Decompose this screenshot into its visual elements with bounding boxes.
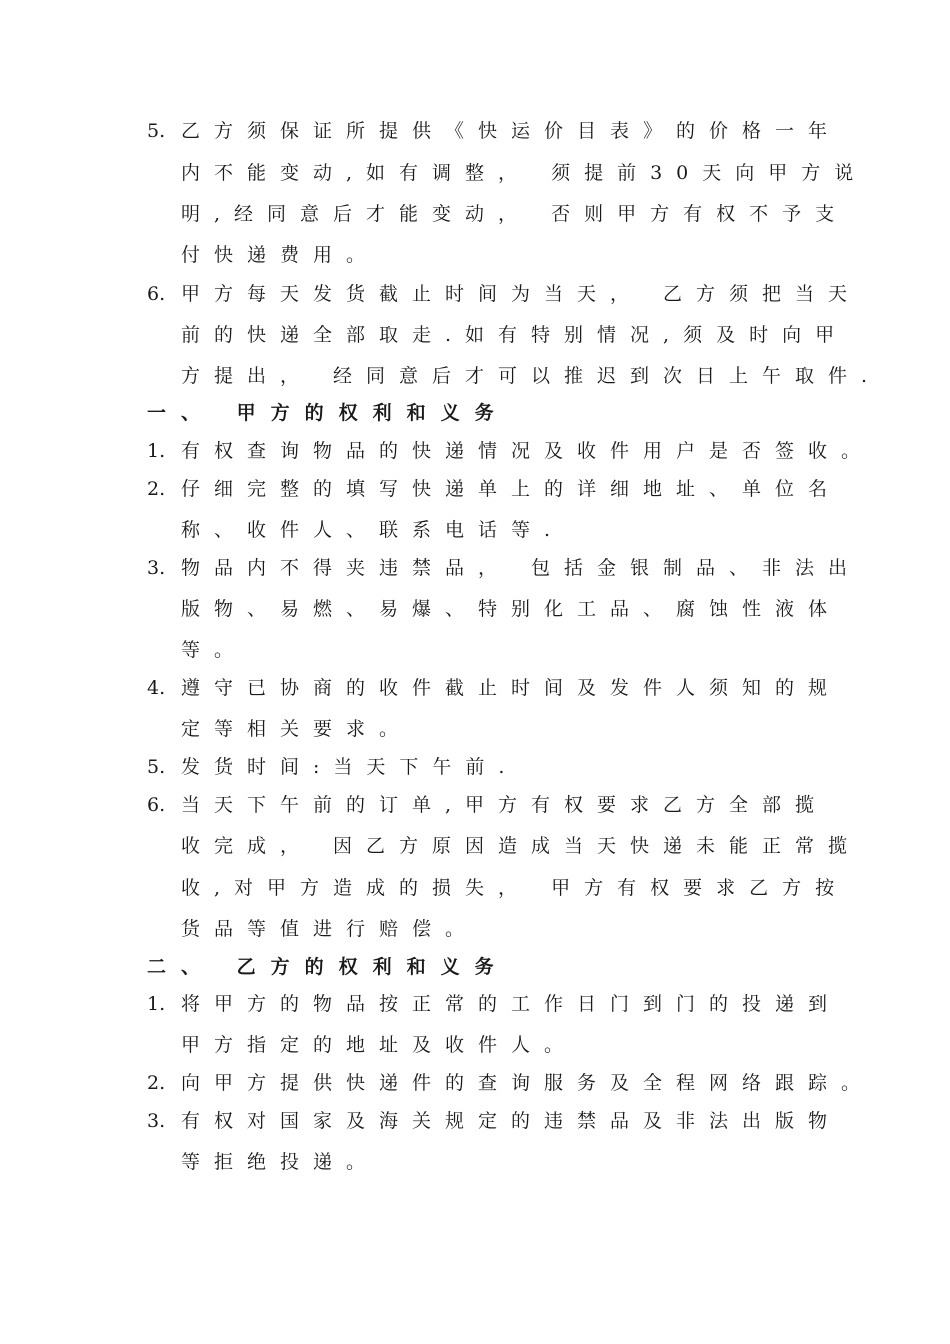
item-number: 3. — [147, 557, 166, 579]
item-line: 有权对国家及海关规定的违禁品及非法出版物 — [181, 1110, 842, 1132]
item-line: 称、收件人、联系电话等. — [181, 519, 565, 541]
item-line: 定等相关要求。 — [181, 718, 413, 740]
item-line: 等拒绝投递。 — [181, 1151, 380, 1173]
item-line: 乙方须保证所提供《快运价目表》的价格一年 — [181, 120, 842, 142]
item-line: 物品内不得夹违禁品， 包括金银制品、非法出 — [181, 557, 862, 579]
item-line: 内不能变动,如有调整， 须提前30天向甲方说 — [181, 162, 868, 184]
item-line: 版物、易燃、易爆、特别化工品、腐蚀性液体 — [181, 598, 842, 620]
item-line: 收完成， 因乙方原因造成当天快递未能正常揽 — [181, 835, 862, 857]
item-line: 货品等值进行赔偿。 — [181, 918, 479, 940]
item-line: 当天下午前的订单,甲方有权要求乙方全部揽 — [181, 794, 829, 816]
item-number: 2. — [147, 478, 166, 500]
item-number: 5. — [147, 120, 166, 142]
item-line: 等。 — [181, 639, 248, 661]
item-line: 发货时间:当天下午前. — [181, 756, 519, 778]
item-line: 前的快递全部取走.如有特别情况,须及时向甲 — [181, 324, 849, 346]
item-number: 6. — [147, 794, 166, 816]
item-line: 甲方每天发货截止时间为当天， 乙方须把当天 — [181, 283, 862, 305]
item-number: 4. — [147, 677, 166, 699]
item-number: 1. — [147, 440, 166, 462]
item-number: 1. — [147, 993, 166, 1015]
item-line: 仔细完整的填写快递单上的详细地址、单位名 — [181, 478, 842, 500]
item-number: 6. — [147, 283, 166, 305]
item-line: 明,经同意后才能变动， 否则甲方有权不予支 — [181, 203, 849, 225]
item-line: 甲方指定的地址及收件人。 — [181, 1034, 578, 1056]
item-line: 方提出， 经同意后才可以推迟到次日上午取件. — [181, 365, 882, 387]
item-line: 遵守已协商的收件截止时间及发件人须知的规 — [181, 677, 842, 699]
section-heading: 二、 乙方的权利和义务 — [147, 956, 509, 978]
item-line: 有权查询物品的快递情况及收件用户是否签收。 — [181, 440, 875, 462]
item-line: 收,对甲方造成的损失， 甲方有权要求乙方按 — [181, 877, 849, 899]
item-line: 将甲方的物品按正常的工作日门到门的投递到 — [181, 993, 842, 1015]
item-number: 5. — [147, 756, 166, 778]
item-line: 向甲方提供快递件的查询服务及全程网络跟踪。 — [181, 1072, 875, 1094]
item-line: 付快递费用。 — [181, 244, 380, 266]
item-number: 2. — [147, 1072, 166, 1094]
item-number: 3. — [147, 1110, 166, 1132]
section-heading: 一、 甲方的权利和义务 — [147, 402, 509, 424]
